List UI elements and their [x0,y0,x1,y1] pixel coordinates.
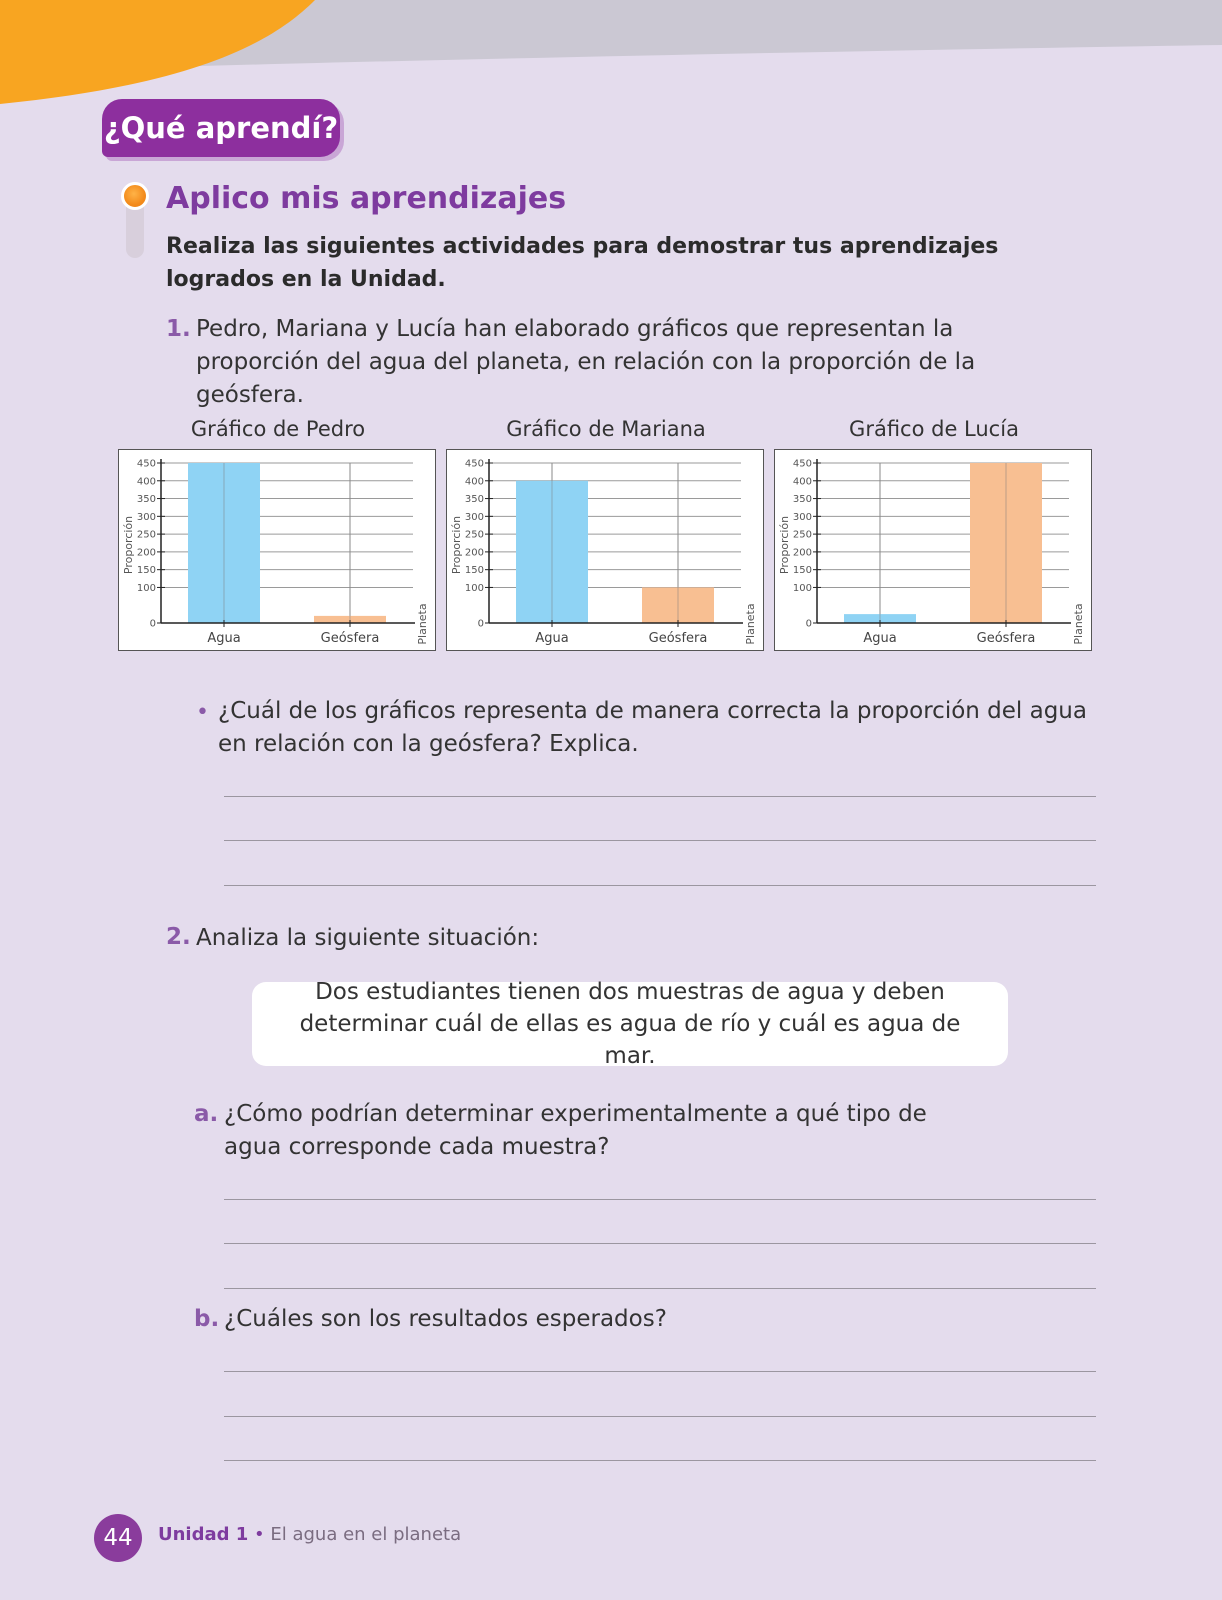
chart-pedro-svg [119,450,435,650]
question-2b-label: b. [194,1306,220,1332]
marker-dot-icon [121,182,149,210]
footer-unit [158,1524,461,1545]
section-marker [121,182,149,262]
y-tick-label: 150 [136,565,156,577]
question-1-number: 1. [166,316,191,342]
y-tick-label: 350 [792,494,812,506]
footer-unit-label: Unidad 1 [158,1524,249,1545]
answer-line[interactable] [224,885,1096,886]
y-tick-label: 0 [149,618,156,630]
answer-line[interactable] [224,1460,1096,1461]
question-2a-text: ¿Cómo podrían determinar experimentalmente a qué tipo de agua corresponde cada muestra? [224,1101,927,1160]
question-2-text: Analiza la siguiente situación: [196,925,540,951]
y-axis-label: Proporción [450,515,463,575]
chart-title-pedro: Gráfico de Pedro [190,417,366,441]
question-1-bullet: ¿Cuál de los gráficos representa de manera correcta la proporción del agua en relación con la geósfera? Explica. [218,698,1087,757]
y-tick-label: 250 [464,529,484,541]
answer-line[interactable] [224,1199,1096,1200]
y-tick-label: 200 [792,547,812,559]
situation-box [252,979,1008,1069]
question-1-text: Pedro, Mariana y Lucía han elaborado gráficos que representan la proporción del agua del planeta, en relación con la proporción de la geósfera. [196,316,976,408]
chart-title-mariana: Gráfico de Mariana [506,417,706,441]
y-tick-label: 150 [792,565,812,577]
bullet-icon: • [196,700,209,725]
chart-mariana-svg [447,450,763,650]
y-tick-label: 450 [464,458,484,470]
top-decoration [0,0,1222,110]
answer-line[interactable] [224,1371,1096,1372]
page-number: 44 [94,1514,142,1562]
chart-title-lucia: Gráfico de Lucía [849,417,1019,441]
y-tick-label: 400 [136,476,156,488]
y-tick-label: 200 [464,547,484,559]
x-tick-label: Geósfera [320,631,380,646]
chart-lucia [774,449,1092,651]
x-tick-label: Agua [863,631,897,646]
footer-separator: • [248,1524,271,1545]
y-tick-label: 150 [464,565,484,577]
chart-pedro [118,449,436,651]
section-title: Aplico mis aprendizajes [166,181,567,216]
y-tick-label: 400 [792,476,812,488]
section-intro: Realiza las siguientes actividades para demostrar tus aprendizajes logrados en la Unidad. [166,234,999,292]
x-axis-label: Planeta [744,603,757,645]
question-2b-text: ¿Cuáles son los resultados esperados? [224,1306,667,1332]
question-2-number: 2. [166,924,191,950]
y-tick-label: 100 [792,582,812,594]
answer-line[interactable] [224,1416,1096,1417]
y-tick-label: 350 [136,494,156,506]
y-tick-label: 300 [136,511,156,523]
answer-line[interactable] [224,840,1096,841]
y-tick-label: 0 [477,618,484,630]
y-tick-label: 450 [792,458,812,470]
x-axis-label: Planeta [1072,603,1085,645]
y-tick-label: 250 [136,529,156,541]
question-2a-label: a. [194,1101,219,1127]
y-tick-label: 400 [464,476,484,488]
x-tick-label: Geósfera [648,631,708,646]
y-tick-label: 0 [805,618,812,630]
answer-line[interactable] [224,1243,1096,1244]
y-tick-label: 100 [136,582,156,594]
x-tick-label: Geósfera [976,631,1036,646]
y-tick-label: 200 [136,547,156,559]
x-tick-label: Agua [207,631,241,646]
y-tick-label: 350 [464,494,484,506]
chart-mariana [446,449,764,651]
charts-row [118,417,1100,653]
x-axis-label: Planeta [416,603,429,645]
y-tick-label: 450 [136,458,156,470]
section-badge: ¿Qué aprendí? [102,99,340,157]
y-tick-label: 300 [464,511,484,523]
y-tick-label: 100 [464,582,484,594]
footer-subtitle: El agua en el planeta [270,1524,462,1545]
situation-text: Dos estudiantes tienen dos muestras de agua y deben determinar cuál de ellas es agua de río y cuál es agua de mar. [299,979,961,1069]
y-tick-label: 300 [792,511,812,523]
answer-line[interactable] [224,796,1096,797]
y-tick-label: 250 [792,529,812,541]
chart-lucia-svg [775,450,1091,650]
y-axis-label: Proporción [778,515,791,575]
y-axis-label: Proporción [122,515,135,575]
x-tick-label: Agua [535,631,569,646]
answer-line[interactable] [224,1288,1096,1289]
